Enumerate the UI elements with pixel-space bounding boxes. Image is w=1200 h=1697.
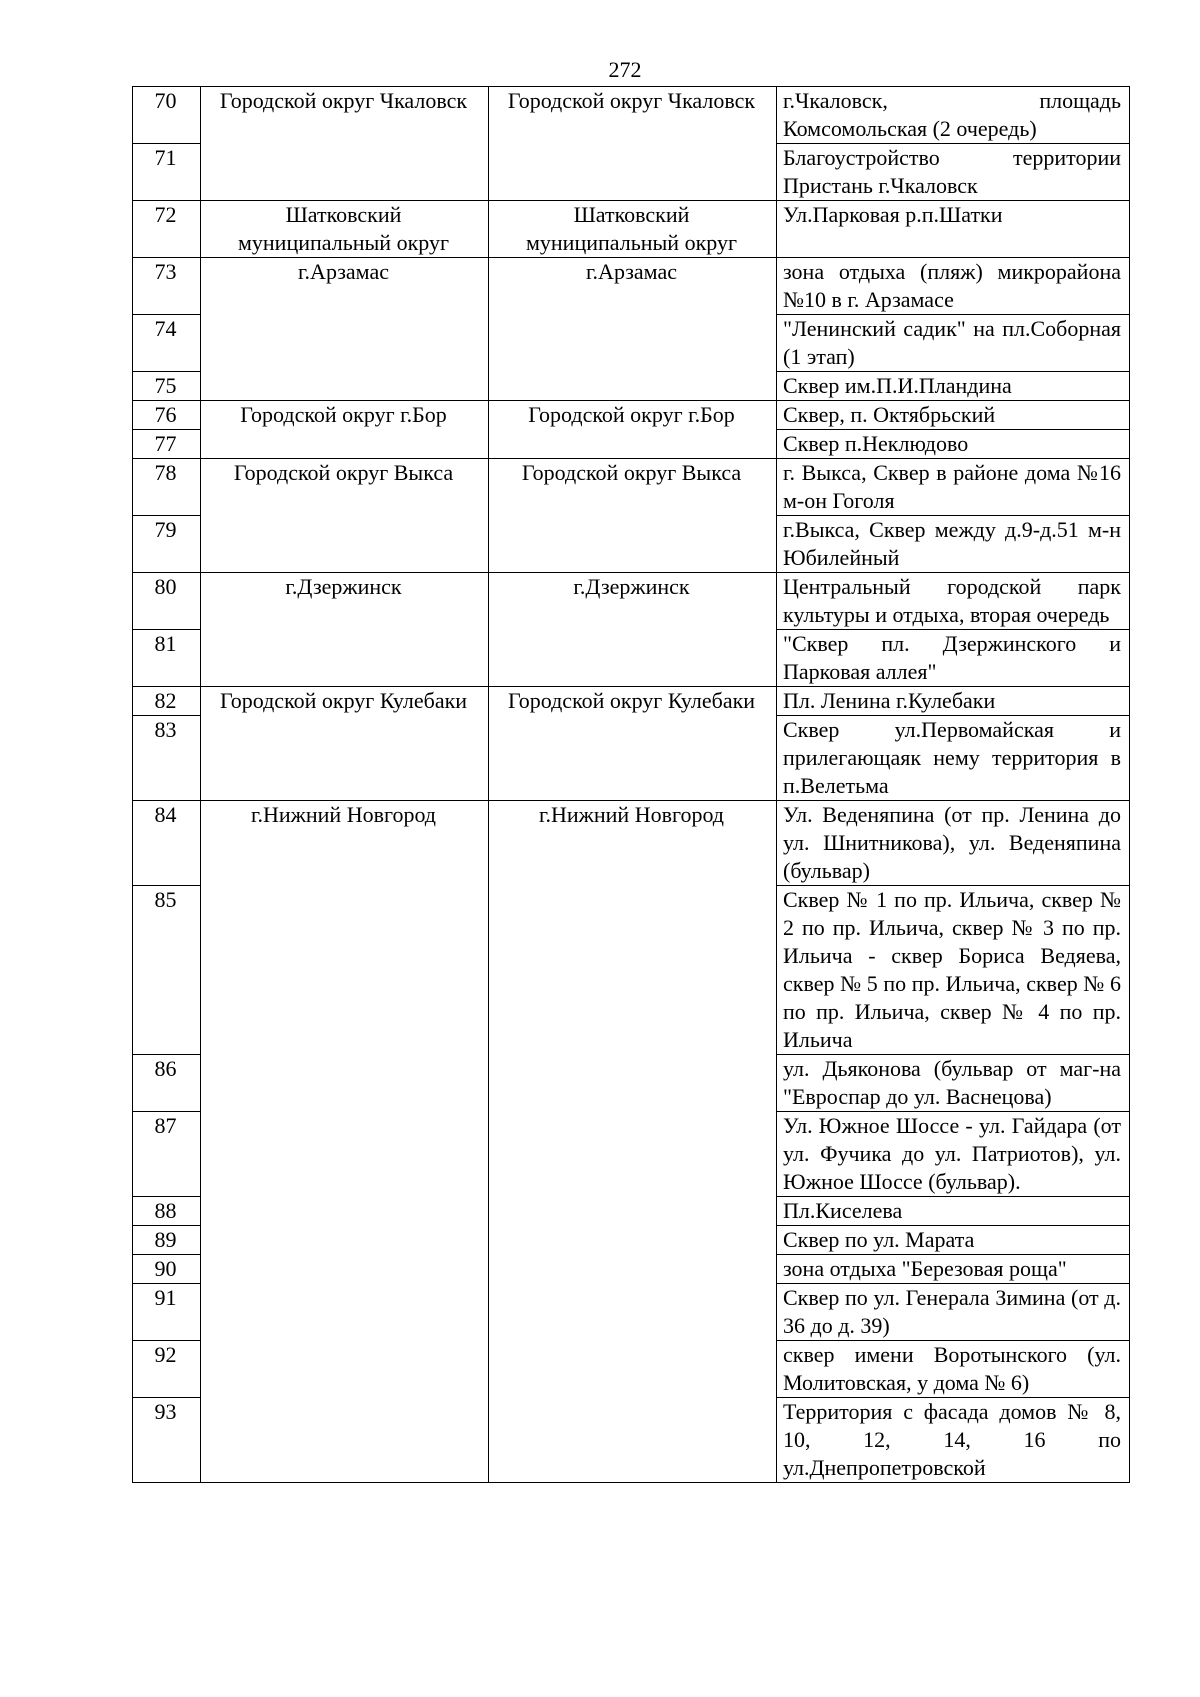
organization-cell: Городской округ Выкса <box>489 459 777 573</box>
row-number: 88 <box>133 1197 201 1226</box>
object-cell: г.Выкса, Сквер между д.9-д.51 м-н Юбилейный <box>777 516 1130 573</box>
row-number: 71 <box>133 144 201 201</box>
object-cell: "Ленинский садик" на пл.Соборная (1 этап) <box>777 315 1130 372</box>
object-cell: Сквер, п. Октябрьский <box>777 401 1130 430</box>
row-number: 76 <box>133 401 201 430</box>
row-number: 84 <box>133 801 201 886</box>
object-cell: Центральный городской парк культуры и отдыха, вторая очередь <box>777 573 1130 630</box>
row-number: 75 <box>133 372 201 401</box>
page-number: 272 <box>608 57 642 82</box>
row-number: 79 <box>133 516 201 573</box>
organization-cell: Шатковский муниципальный округ <box>489 201 777 258</box>
row-number: 73 <box>133 258 201 315</box>
object-cell: Пл.Киселева <box>777 1197 1130 1226</box>
object-cell: Ул. Южное Шоссе - ул. Гайдара (от ул. Фучика до ул. Патриотов), ул. Южное Шоссе (бульвар). <box>777 1112 1130 1197</box>
row-number: 89 <box>133 1226 201 1255</box>
row-number: 91 <box>133 1284 201 1341</box>
organization-cell: г.Нижний Новгород <box>489 801 777 1483</box>
object-cell: Сквер по ул. Генерала Зимина (от д. 36 до д. 39) <box>777 1284 1130 1341</box>
municipality-cell: Городской округ Чкаловск <box>201 87 489 201</box>
row-number: 81 <box>133 630 201 687</box>
row-number: 80 <box>133 573 201 630</box>
row-number: 74 <box>133 315 201 372</box>
row-number: 90 <box>133 1255 201 1284</box>
table-row <box>133 801 1130 886</box>
organization-cell: Городской округ Чкаловск <box>489 87 777 201</box>
object-cell: Благоустройство территории Пристань г.Чкаловск <box>777 144 1130 201</box>
object-cell: зона отдыха (пляж) микрорайона №10 в г. Арзамасе <box>777 258 1130 315</box>
table-row <box>133 401 1130 430</box>
row-number: 72 <box>133 201 201 258</box>
row-number: 87 <box>133 1112 201 1197</box>
object-cell: г. Выкса, Сквер в районе дома №16 м-он Гоголя <box>777 459 1130 516</box>
object-cell: ул. Дьяконова (бульвар от маг-на "Евроспар до ул. Васнецова) <box>777 1055 1130 1112</box>
objects-table <box>132 86 1130 1483</box>
organization-cell: г.Дзержинск <box>489 573 777 687</box>
municipality-cell: Городской округ г.Бор <box>201 401 489 459</box>
object-cell: Пл. Ленина г.Кулебаки <box>777 687 1130 716</box>
object-cell: Сквер № 1 по пр. Ильича, сквер № 2 по пр. Ильича, сквер № 3 по пр. Ильича - сквер Бориса Ведяева, сквер № 5 по пр. Ильича, сквер № 6 по пр. Ильича, сквер № 4 по пр. Ильича <box>777 886 1130 1055</box>
table-row <box>133 459 1130 516</box>
row-number: 82 <box>133 687 201 716</box>
municipality-cell: г.Дзержинск <box>201 573 489 687</box>
row-number: 85 <box>133 886 201 1055</box>
object-cell: Ул. Веденяпина (от пр. Ленина до ул. Шнитникова), ул. Веденяпина (бульвар) <box>777 801 1130 886</box>
table-row <box>133 201 1130 258</box>
row-number: 70 <box>133 87 201 144</box>
table-row <box>133 258 1130 315</box>
row-number: 83 <box>133 716 201 801</box>
municipality-cell: Шатковский муниципальный округ <box>201 201 489 258</box>
object-cell: г.Чкаловск, площадь Комсомольская (2 очередь) <box>777 87 1130 144</box>
row-number: 93 <box>133 1398 201 1483</box>
object-cell: Сквер им.П.И.Пландина <box>777 372 1130 401</box>
object-cell: "Сквер пл. Дзержинского и Парковая аллея" <box>777 630 1130 687</box>
row-number: 78 <box>133 459 201 516</box>
object-cell: Сквер п.Неклюдово <box>777 430 1130 459</box>
row-number: 77 <box>133 430 201 459</box>
municipality-cell: г.Арзамас <box>201 258 489 401</box>
object-cell: Ул.Парковая р.п.Шатки <box>777 201 1130 258</box>
object-cell: Сквер ул.Первомайская и прилегающаяк нему территория в п.Велетьма <box>777 716 1130 801</box>
table-row <box>133 687 1130 716</box>
object-cell: сквер имени Воротынского (ул. Молитовская, у дома № 6) <box>777 1341 1130 1398</box>
municipality-cell: Городской округ Кулебаки <box>201 687 489 801</box>
organization-cell: Городской округ г.Бор <box>489 401 777 459</box>
row-number: 92 <box>133 1341 201 1398</box>
table-row <box>133 87 1130 144</box>
municipality-cell: Городской округ Выкса <box>201 459 489 573</box>
table-row <box>133 573 1130 630</box>
organization-cell: г.Арзамас <box>489 258 777 401</box>
municipality-cell: г.Нижний Новгород <box>201 801 489 1483</box>
object-cell: Сквер по ул. Марата <box>777 1226 1130 1255</box>
organization-cell: Городской округ Кулебаки <box>489 687 777 801</box>
object-cell: зона отдыха "Березовая роща" <box>777 1255 1130 1284</box>
row-number: 86 <box>133 1055 201 1112</box>
object-cell: Территория с фасада домов № 8, 10, 12, 14, 16 по ул.Днепропетровской <box>777 1398 1130 1483</box>
